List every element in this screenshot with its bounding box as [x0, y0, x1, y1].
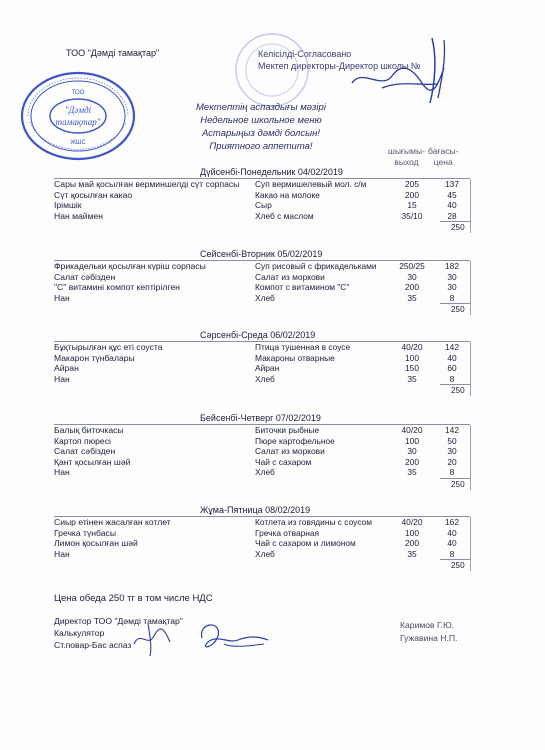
approval-line: Келісілді-Согласовано — [258, 49, 352, 59]
day-total-price: 250 — [451, 386, 465, 395]
dish-price: 162 — [445, 517, 459, 527]
dish-price: 50 — [447, 435, 457, 446]
dish-name-ru: Салат из моркови — [255, 271, 325, 282]
day-title: Бейсенбі-Четверг 07/02/2019 — [200, 413, 321, 423]
dish-price: 60 — [447, 363, 457, 373]
dish-price: 30 — [447, 282, 457, 292]
dish-price: 142 — [445, 342, 459, 352]
dish-name-ru: Пюре картофельное — [255, 435, 335, 446]
dish-name-ru: Макароны отварные — [255, 352, 335, 363]
dish-name-kz: Салат сәбізден — [54, 446, 116, 456]
dish-price: 40 — [447, 527, 457, 538]
dish-name-kz: Нан маймен — [54, 210, 104, 221]
approval-stamp-and-signature — [232, 28, 472, 108]
dish-name-kz: Нан — [54, 292, 70, 303]
dish-yield: 35 — [407, 373, 417, 384]
day-total-price: 250 — [451, 479, 465, 489]
column-header-line: шығымы- — [388, 146, 425, 156]
column-header-line: бағасы- — [428, 146, 459, 156]
dish-price: 40 — [447, 200, 457, 210]
dish-name-kz: "С" витамині компот кептірілген — [54, 282, 180, 292]
dish-name-ru: Суп рисовый с фрикадельками — [255, 261, 377, 271]
dish-name-ru: Котлета из говядины с соусом — [255, 517, 372, 527]
dish-yield: 35 — [407, 548, 417, 559]
dish-price: 28 — [447, 210, 457, 221]
slogan-line: Недельное школьное меню — [200, 115, 322, 126]
slogan-line: Мектептің аспаздығы мәзірі — [196, 102, 326, 113]
price-column-border — [470, 179, 471, 233]
price-column-border — [470, 261, 471, 315]
dish-price: 40 — [447, 352, 457, 363]
dish-price: 30 — [447, 271, 457, 282]
stamp-center-line1: "Дәмді — [64, 105, 92, 115]
slogan-line: Приятного аппетита! — [209, 141, 313, 152]
dish-yield: 100 — [405, 527, 419, 538]
dish-yield: 35 — [407, 467, 417, 477]
dish-name-kz: Сүт қосылған какао — [54, 189, 133, 200]
dish-name-ru: Биточки рыбные — [255, 425, 320, 435]
dish-name-kz: Лимон қосылған шәй — [54, 538, 138, 548]
dish-yield: 205 — [405, 179, 419, 189]
stamp-center-line2: тамақтар" — [55, 117, 101, 127]
signer-name-director: Каримов Г.Ю. — [400, 620, 455, 630]
day-title: Сәрсенбі-Среда 06/02/2019 — [200, 330, 316, 340]
dish-name-kz: Ірімшік — [54, 200, 82, 210]
dish-yield: 30 — [407, 271, 417, 282]
dish-name-ru: Сыр — [255, 200, 272, 210]
dish-yield: 200 — [405, 456, 419, 467]
dish-name-kz: Сары май қосылған верминшелді сүт сорпасы — [54, 179, 240, 189]
dish-name-kz: Бұқтырылған құс еті соуста — [54, 342, 163, 352]
dish-name-kz: Салат сәбізден — [54, 271, 116, 282]
dish-yield: 200 — [405, 538, 419, 548]
dish-price: 182 — [445, 261, 459, 271]
dish-price: 45 — [447, 189, 457, 200]
day-total-price: 250 — [451, 561, 465, 570]
signer-chef: Ст.повар-Бас аспаз — [54, 640, 132, 650]
column-header-price — [428, 146, 458, 168]
day-total-price: 250 — [451, 305, 465, 314]
dish-yield: 30 — [407, 446, 417, 456]
dish-price: 40 — [447, 538, 457, 548]
dish-yield: 250/25 — [399, 261, 425, 271]
lunch-price-note: Цена обеда 250 тг в том числе НДС — [54, 593, 213, 604]
dish-name-ru: Хлеб с маслом — [255, 210, 314, 221]
dish-price: 137 — [445, 179, 459, 189]
price-column-border — [470, 517, 471, 571]
dish-name-kz: Балық биточкасы — [54, 425, 124, 435]
slogan-line: Астарыңыз дәмді болсын! — [201, 128, 320, 139]
dish-name-ru: Хлеб — [255, 548, 275, 559]
dish-yield: 40/20 — [401, 342, 423, 352]
dish-yield: 40/20 — [401, 517, 423, 527]
dish-price: 8 — [449, 292, 455, 303]
dish-yield: 100 — [405, 352, 419, 363]
dish-name-ru: Компот с витамином "С" — [255, 282, 350, 292]
stamp-bottom-text: ЖШС — [70, 140, 86, 146]
column-header-yield — [388, 146, 425, 168]
price-column-border — [470, 342, 471, 396]
dish-name-kz: Макарон түнбалары — [54, 352, 135, 363]
handwritten-signatures — [128, 614, 278, 658]
signer-calculator: Калькулятор — [54, 628, 105, 638]
dish-yield: 200 — [405, 282, 419, 292]
dish-price: 20 — [447, 456, 457, 467]
dish-name-ru: Чай с сахаром и лимоном — [255, 538, 356, 548]
menu-slogan — [196, 101, 326, 153]
dish-name-ru: Гречка отварная — [255, 527, 320, 538]
dish-name-ru: Птица тушенная в соусе — [255, 342, 351, 352]
dish-name-ru: Хлеб — [255, 292, 275, 303]
dish-name-ru: Суп вермишелевый мол. с/м — [255, 179, 367, 189]
column-header-line: цена — [433, 157, 453, 167]
dish-name-ru: Хлеб — [255, 373, 275, 384]
dish-name-kz: Гречка түнбасы — [54, 527, 116, 538]
dish-name-ru: Какао на молоке — [255, 189, 320, 200]
dish-name-ru: Айран — [255, 363, 280, 373]
dish-price: 8 — [449, 467, 455, 477]
dish-name-kz: Картоп пюресі — [54, 435, 111, 446]
approval-line: Мектеп директоры-Директор школы № — [258, 61, 421, 71]
dish-price: 8 — [449, 548, 455, 559]
day-total-price: 250 — [451, 223, 465, 232]
price-column-border — [470, 425, 471, 490]
dish-name-kz: Қант қосылған шәй — [54, 456, 131, 467]
dish-yield: 100 — [405, 435, 419, 446]
stamp-top-text: ТОО — [71, 90, 85, 96]
dish-name-kz: Фрикадельки қосылған күріш сорпасы — [54, 261, 206, 271]
dish-price: 8 — [449, 373, 455, 384]
column-header-line: выход — [394, 157, 419, 167]
dish-yield: 35 — [407, 292, 417, 303]
dish-name-kz: Сиыр етінен жасалған котлет — [54, 517, 171, 527]
company-name: ТОО "Дәмді тамақтар" — [66, 48, 160, 58]
day-title: Жұма-Пятница 08/02/2019 — [200, 505, 311, 515]
dish-yield: 35/10 — [401, 210, 423, 221]
dish-yield: 40/20 — [401, 425, 423, 435]
dish-name-kz: Нан — [54, 548, 70, 559]
dish-yield: 150 — [405, 363, 419, 373]
dish-yield: 200 — [405, 189, 419, 200]
dish-price: 142 — [445, 425, 459, 435]
dish-yield: 15 — [407, 200, 417, 210]
dish-price: 30 — [447, 446, 457, 456]
dish-name-kz: Айран — [54, 363, 79, 373]
signer-director: Директор ТОО "Дәмді тамақтар" — [54, 616, 183, 626]
dish-name-kz: Нан — [54, 373, 70, 384]
day-title: Дүйсенбі-Понедельник 04/02/2019 — [200, 167, 343, 177]
day-title: Сейсенбі-Вторник 05/02/2019 — [200, 249, 323, 259]
dish-name-ru: Салат из моркови — [255, 446, 325, 456]
dish-name-ru: Хлеб — [255, 467, 275, 477]
signer-name-chef: Гужавина Н.П. — [400, 633, 458, 643]
dish-name-kz: Нан — [54, 467, 70, 477]
company-stamp — [18, 70, 138, 162]
dish-name-ru: Чай с сахаром — [255, 456, 312, 467]
